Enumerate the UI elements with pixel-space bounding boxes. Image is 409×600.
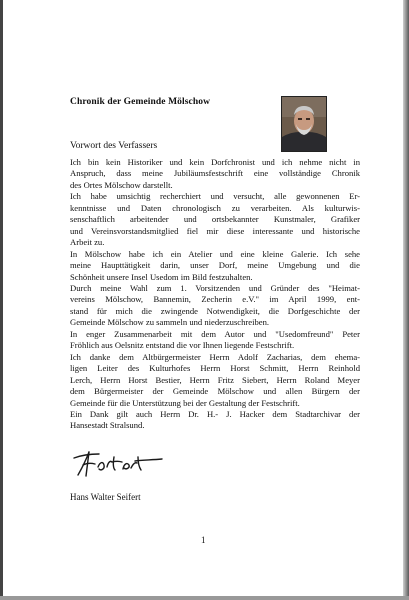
body-line: In Mölschow habe ich ein Atelier und eine kleine Galerie. Ich sehe <box>70 248 360 259</box>
section-heading: Vorwort des Verfassers <box>70 141 158 151</box>
scan-right-edge <box>403 0 409 600</box>
body-line: Ich habe umsichtig recherchiert und versucht, alle gewonnenen Er- <box>70 191 360 202</box>
body-line: Hansestadt Stralsund. <box>70 420 145 431</box>
body-line: Durch meine Wahl zum 1. Vorsitzenden und Gründer des "Heimat- <box>70 282 360 293</box>
page-title: Chronik der Gemeinde Mölschow <box>70 97 211 107</box>
handwritten-signature <box>72 448 164 480</box>
body-line: des Ortes Mölschow darstellt. <box>70 179 173 190</box>
body-line: stand für mich die zwingende Notwendigkeit, die Dorfgeschichte der <box>70 305 360 316</box>
body-line: Schönheit unsere Insel Usedom im Bild festzuhalten. <box>70 271 253 282</box>
body-line: Ein Dank gilt auch Herrn Dr. H.- J. Hacker dem Stadtarchivar der <box>70 408 360 419</box>
body-line: senschaftlich arbeitender und ortsbekannter Kunstmaler, Grafiker <box>70 214 360 225</box>
body-line: Lerch, Herrn Horst Bestier, Herrn Fritz Siebert, Herrn Roland Meyer <box>70 374 360 385</box>
body-line: meine Haupttätigkeit darin, unser Dorf, meine Umgebung und die <box>70 260 360 271</box>
body-line: Arbeit zu. <box>70 237 105 248</box>
body-line: vereins Mölschow, Bannemin, Zecherin e.V." im April 1999, ent- <box>70 294 360 305</box>
scan-left-edge <box>0 0 3 600</box>
body-line: und Vereinsvorstandsmitglied fiel mir diese interessante und historische <box>70 225 360 236</box>
body-line: In enger Zusammenarbeit mit dem Autor und "Usedomfreund" Peter <box>70 328 360 339</box>
body-line: Anspruch, dass meine Jubiläumsfestschrift eine vollständige Chronik <box>70 168 360 179</box>
body-line: Ich danke dem Altbürgermeister Herrn Adolf Zacharias, dem ehema- <box>70 351 360 362</box>
body-line: kenntnisse und Daten chronologisch zu verarbeiten. Als kulturwis- <box>70 202 360 213</box>
page-number: 1 <box>201 535 206 545</box>
body-line: ligen Leiter des Kulturhofes Herrn Horst Schmitt, Herrn Reinhold <box>70 363 360 374</box>
body-line: Gemeinde Mölschow zu sammeln und niederzuschreiben. <box>70 317 270 328</box>
body-line: Ich bin kein Historiker und kein Dorfchronist und ich nehme nicht in <box>70 157 360 167</box>
body-line: Fröhlich aus Oelsnitz entstand die vor Ihnen liegende Festschrift. <box>70 340 295 351</box>
body-line: Gemeinde für die Unterstützung bei der Gestaltung der Festschrift. <box>70 397 300 408</box>
body-line: dem Bürgermeister der Gemeinde Mölschow und allen Bürgern der <box>70 386 360 397</box>
scan-bottom-edge <box>0 596 409 600</box>
preface-body <box>70 157 360 432</box>
author-photo <box>281 96 327 152</box>
author-name: Hans Walter Seifert <box>70 492 141 502</box>
